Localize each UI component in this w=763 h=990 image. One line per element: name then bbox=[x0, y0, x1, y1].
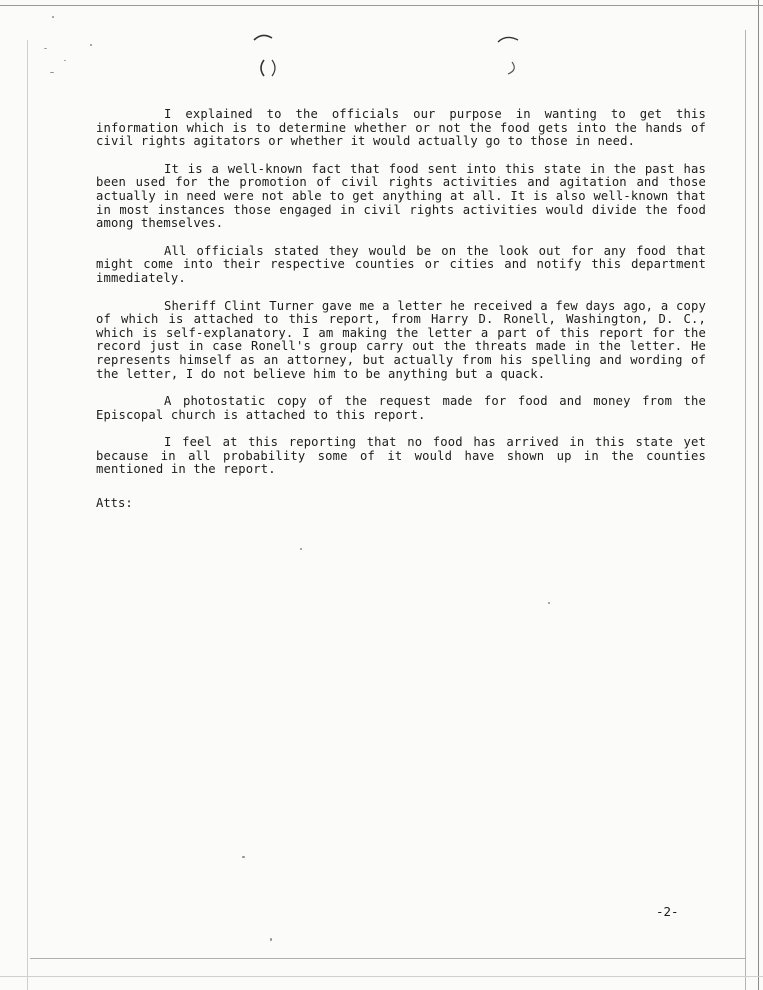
scan-speck bbox=[50, 72, 54, 73]
scan-speck bbox=[300, 548, 302, 550]
scan-speck bbox=[64, 60, 66, 61]
scan-speck bbox=[44, 48, 47, 49]
punch-hole-right-icon bbox=[492, 32, 528, 76]
scan-speck bbox=[52, 16, 54, 18]
page-edge-bottom bbox=[30, 958, 745, 959]
paragraph-photostatic-copy: A photostatic copy of the request made for food and money from the Episcopal church is attached to this report. bbox=[96, 394, 706, 422]
paragraph-purpose: I explained to the officials our purpose in wanting to get this information which is to determine whether or not the food gets into the hands of civil rights agitators or whether it would actually go to those in need. bbox=[96, 107, 706, 149]
paragraph-officials: All officials stated they would be on the look out for any food that might come into their respective counties or cities and notify this department immediately. bbox=[96, 243, 706, 285]
scan-border-right bbox=[758, 0, 759, 990]
page-edge-left bbox=[27, 40, 28, 990]
scan-border-bottom bbox=[0, 976, 763, 977]
scan-speck bbox=[242, 856, 245, 858]
page-edge-top bbox=[0, 5, 763, 6]
paragraph-food-history: It is a well-known fact that food sent into this state in the past has been used for the promotion of civil rights activities and agitation and those actually in need were not able to get anything at all. It is also well-known that in most instances those engaged in civil rights activities would divide the food among themselves. bbox=[96, 161, 706, 231]
report-body bbox=[96, 108, 706, 491]
scan-speck bbox=[548, 602, 550, 604]
punch-hole-left-icon bbox=[248, 30, 288, 80]
page-number: -2- bbox=[656, 904, 679, 919]
scan-speck bbox=[270, 938, 272, 941]
paragraph-conclusion: I feel at this reporting that no food has arrived in this state yet because in all probability some of it would have shown up in the counties mentioned in the report. bbox=[96, 435, 706, 477]
attachments-label: Atts: bbox=[96, 496, 133, 510]
paragraph-sheriff-letter: Sheriff Clint Turner gave me a letter he received a few days ago, a copy of which is attached to this report, from Harry D. Ronell, Washington, D. C., which is self-explanatory. I am making the letter a part of this report for the record just in case Ronell's group carry out the threats made in the letter. He represents himself as an attorney, but actually from his spelling and wording of the letter, I do not believe him to be anything but a quack. bbox=[96, 298, 706, 381]
scan-speck bbox=[90, 44, 92, 46]
page-edge-right bbox=[745, 30, 746, 990]
